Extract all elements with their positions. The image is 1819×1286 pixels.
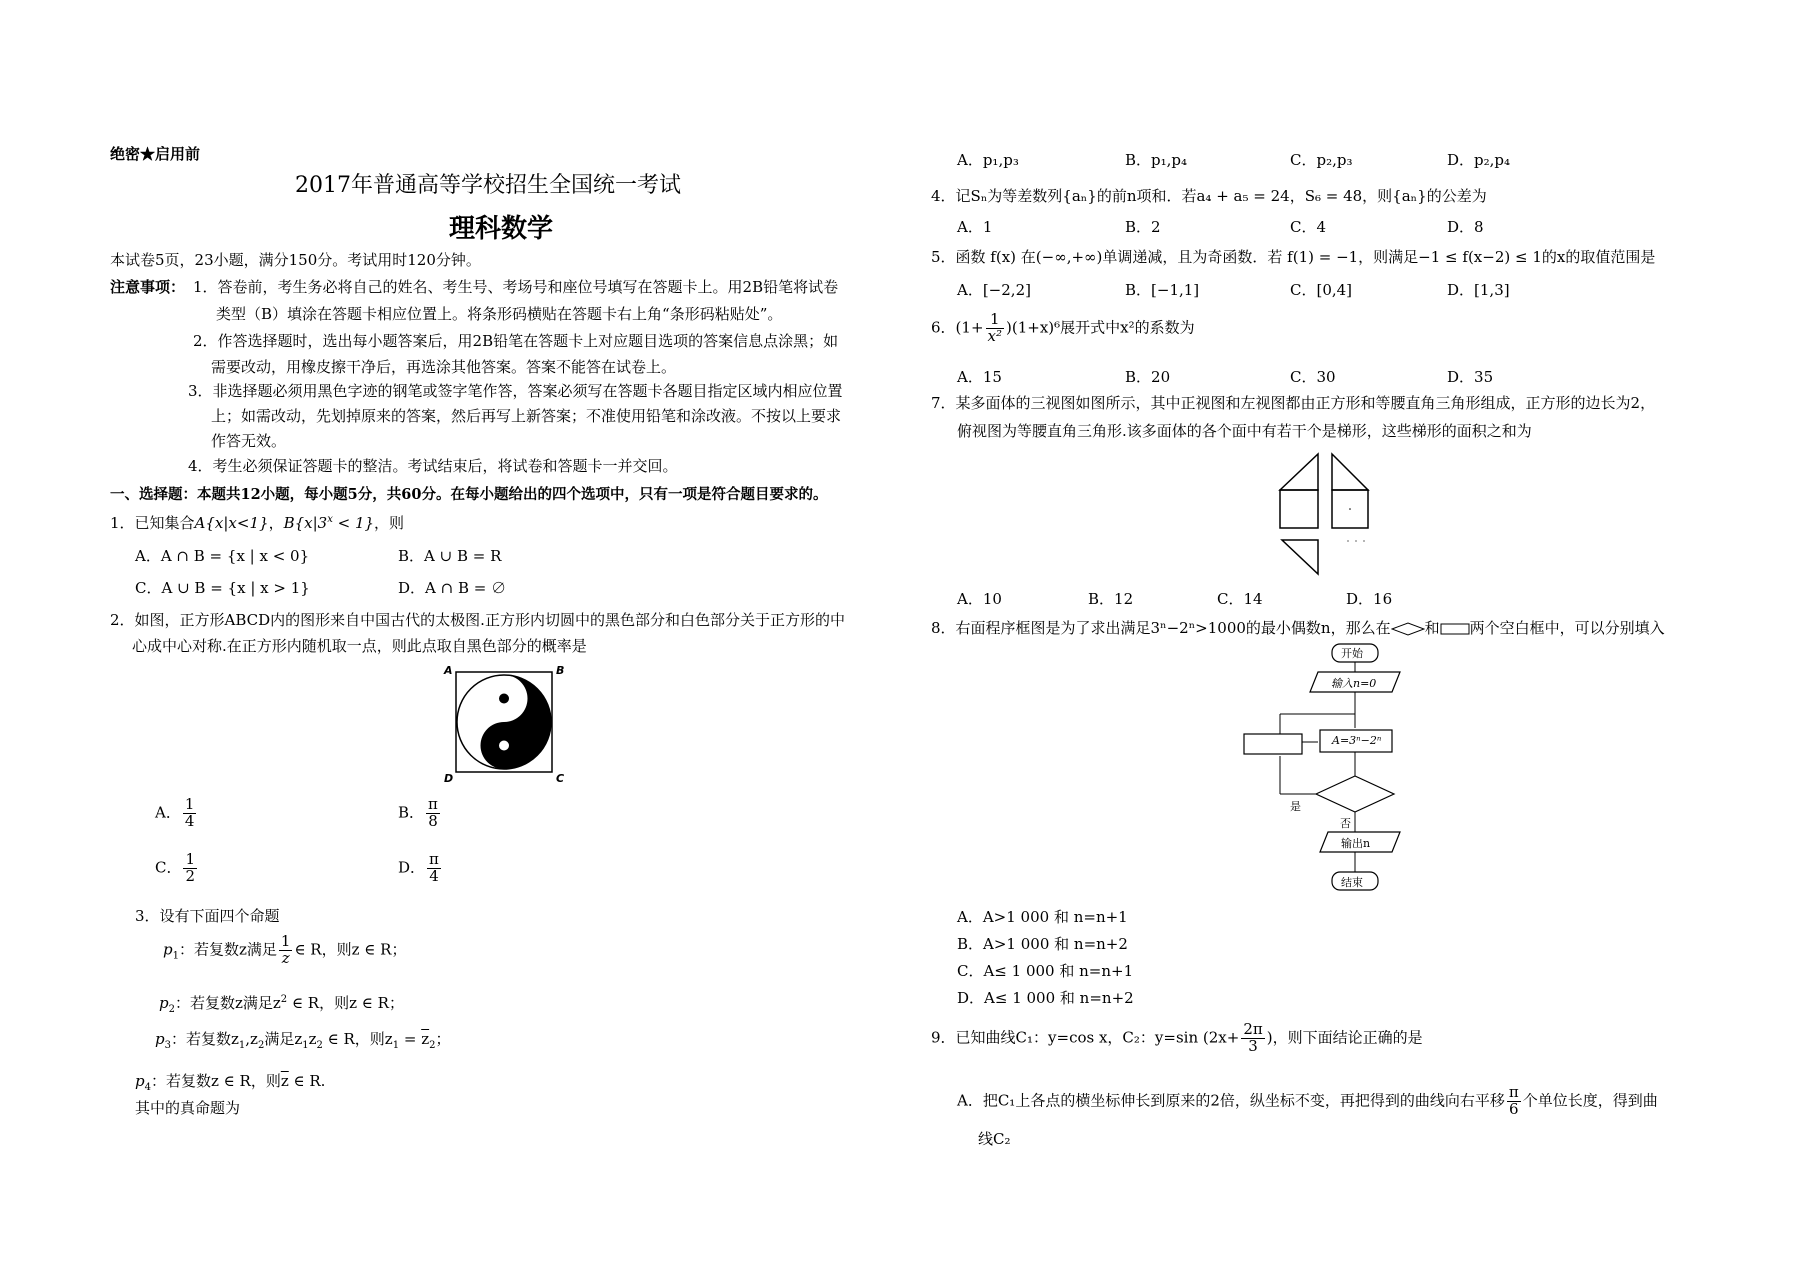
q4-option-d: D．8 bbox=[1447, 218, 1484, 236]
q8-option-c: C．A≤ 1 000 和 n=n+1 bbox=[957, 962, 1134, 980]
q7-option-b: B．12 bbox=[1088, 590, 1134, 608]
q4-option-c: C．4 bbox=[1290, 218, 1327, 236]
q2-line-1: 2．如图，正方形ABCD内的图形来自中国古代的太极图.正方形内切圆中的黑色部分和白色部分关于正方形的中 bbox=[110, 611, 845, 629]
q5-stem: 5．函数 f(x) 在(−∞,+∞)单调递减，且为奇函数．若 f(1) = −1，则满足−1 ≤ f(x−2) ≤ 1的x的取值范围是 bbox=[931, 248, 1656, 266]
q3-p3: $p_3$：若复数$z_1,z_2$满足$z_1z_2$ ∈ R，则$z_1 = \overline{z}_2$； bbox=[155, 1030, 451, 1051]
exam-title: 2017年普通高等学校招生全国统一考试 bbox=[295, 173, 681, 198]
q1-option-c: C．A ∪ B = {x | x > 1} bbox=[135, 579, 310, 597]
q2-option-d: D． $\frac{\pi}{4}$ bbox=[398, 850, 439, 885]
q3-p2: $p_2$：若复数z满足$z^2$ ∈ R，则z ∈ R； bbox=[159, 994, 404, 1015]
note-1a: 1．答卷前，考生务必将自己的姓名、考生号、考场号和座位号填写在答题卡上。用2B铅笔将试卷 bbox=[193, 278, 839, 296]
note-1b: 类型（B）填涂在答题卡相应位置上。将条形码横贴在答题卡右上角“条形码粘贴处”。 bbox=[216, 305, 783, 323]
three-views-icon bbox=[1278, 450, 1383, 578]
note-3b: 上；如需改动，先划掉原来的答案，然后再写上新答案；不准使用铅笔和涂改液。不按以上要求 bbox=[211, 407, 842, 425]
q6-option-b: B．20 bbox=[1125, 368, 1171, 386]
intro-text: 本试卷5页，23小题，满分150分。考试用时120分钟。 bbox=[110, 251, 481, 269]
q9-option-a: A．把C₁上各点的横坐标伸长到原来的2倍，纵坐标不变，再把得到的曲线向右平移 $\frac{\pi}{6}$ 个单位长度，得到曲 bbox=[957, 1083, 1658, 1118]
q3-option-a: A．p₁,p₃ bbox=[957, 151, 1019, 169]
flowchart-calc: A=3ⁿ−2ⁿ bbox=[1332, 734, 1382, 747]
flowchart-input: 输入n=0 bbox=[1331, 677, 1377, 690]
q3-p1: $p_1$：若复数z满足 $\frac{1}{z}$ ∈ R，则z ∈ R； bbox=[163, 932, 407, 967]
q5-option-a: A．[−2,2] bbox=[957, 281, 1031, 299]
q3-p4: $p_4$：若复数z ∈ R，则$\overline{z}$ ∈ R. bbox=[135, 1072, 326, 1093]
flowchart-no: 否 bbox=[1340, 817, 1351, 830]
q1-option-d: D．A ∩ B = ∅ bbox=[398, 579, 507, 597]
q4-stem: 4．记Sₙ为等差数列{aₙ}的前n项和．若a₄ + a₅ = 24，S₆ = 48，则{aₙ}的公差为 bbox=[931, 187, 1487, 205]
q4-option-b: B．2 bbox=[1125, 218, 1161, 236]
q7-option-a: A．10 bbox=[957, 590, 1002, 608]
notes-label: 注意事项： bbox=[110, 278, 186, 296]
q2-option-a: A． $\frac{1}{4}$ bbox=[155, 795, 195, 830]
q3-tail: 其中的真命题为 bbox=[135, 1099, 241, 1117]
q8-option-a: A．A>1 000 和 n=n+1 bbox=[957, 908, 1128, 926]
diamond-box-icon bbox=[1391, 622, 1425, 636]
flowchart-yes: 是 bbox=[1290, 800, 1301, 813]
taiji-square-icon bbox=[454, 670, 554, 774]
q1-stem: 1．已知集合A{x|x<1}，$B\{x|3^x < 1\}$，则 bbox=[110, 514, 405, 532]
q6-option-a: A．15 bbox=[957, 368, 1002, 386]
q7-option-d: D．16 bbox=[1346, 590, 1393, 608]
q3-option-c: C．p₂,p₃ bbox=[1290, 151, 1353, 169]
q2-option-c: C． $\frac{1}{2}$ bbox=[155, 850, 196, 885]
figure-label-c: C bbox=[556, 772, 565, 785]
note-3a: 3．非选择题必须用黑色字迹的钢笔或签字笔作答，答案必须写在答题卡各题目指定区域内相应位置 bbox=[188, 382, 843, 400]
flowchart-lines-icon bbox=[1240, 642, 1410, 900]
q1-option-a: A．A ∩ B = {x | x < 0} bbox=[135, 547, 310, 565]
q8-option-d: D．A≤ 1 000 和 n=n+2 bbox=[957, 989, 1134, 1007]
q5-option-c: C．[0,4] bbox=[1290, 281, 1353, 299]
q7-option-c: C．14 bbox=[1217, 590, 1263, 608]
q5-option-b: B．[−1,1] bbox=[1125, 281, 1200, 299]
taiji-figure bbox=[440, 664, 585, 789]
q2-line-2: 心成中心对称.在正方形内随机取一点，则此点取自黑色部分的概率是 bbox=[132, 637, 587, 655]
q6-option-d: D．35 bbox=[1447, 368, 1494, 386]
q8-stem: 8．右面程序框图是为了求出满足3ⁿ−2ⁿ>1000的最小偶数n，那么在 和 两个空白框中，可以分别填入 bbox=[931, 619, 1665, 637]
confidential-mark: 绝密★启用前 bbox=[110, 145, 201, 163]
figure-label-d: D bbox=[444, 772, 454, 785]
q7-line-2: 俯视图为等腰直角三角形.该多面体的各个面中有若干个是梯形，这些梯形的面积之和为 bbox=[957, 422, 1532, 440]
flowchart bbox=[1240, 642, 1410, 900]
q9-option-a-tail: 线C₂ bbox=[978, 1130, 1011, 1148]
q5-option-d: D．[1,3] bbox=[1447, 281, 1510, 299]
q6-option-c: C．30 bbox=[1290, 368, 1336, 386]
q3-option-b: B．p₁,p₄ bbox=[1125, 151, 1188, 169]
q8-option-b: B．A>1 000 和 n=n+2 bbox=[957, 935, 1128, 953]
q3-option-d: D．p₂,p₄ bbox=[1447, 151, 1511, 169]
q2-option-b: B． $\frac{\pi}{8}$ bbox=[398, 795, 438, 830]
q1-option-b: B．A ∪ B = R bbox=[398, 547, 502, 565]
flowchart-start: 开始 bbox=[1341, 647, 1363, 660]
section-1-heading: 一、选择题：本题共12小题，每小题5分，共60分。在每小题给出的四个选项中，只有一项是符合题目要求的。 bbox=[110, 486, 828, 503]
note-2b: 需要改动，用橡皮擦干净后，再选涂其他答案。答案不能答在试卷上。 bbox=[211, 358, 677, 376]
figure-label-b: B bbox=[556, 664, 565, 677]
exam-subtitle: 理科数学 bbox=[449, 214, 554, 244]
note-2a: 2．作答选择题时，选出每小题答案后，用2B铅笔在答题卡上对应题目选项的答案信息点涂黑；如 bbox=[193, 332, 839, 350]
q7-line-1: 7．某多面体的三视图如图所示，其中正视图和左视图都由正方形和等腰直角三角形组成，正方形的边长为2， bbox=[931, 394, 1656, 412]
q9-stem: 9．已知曲线C₁：y=cos x，C₂：y=sin (2x+ $\frac{2\pi}{3}$ )，则下面结论正确的是 bbox=[931, 1020, 1423, 1055]
note-3c: 作答无效。 bbox=[211, 432, 287, 450]
q6-stem: 6．(1+ $\frac{1}{\text{x²}}$ )(1+x)⁶展开式中x²的系数为 bbox=[931, 310, 1195, 345]
note-4: 4．考生必须保证答题卡的整洁。考试结束后，将试卷和答题卡一并交回。 bbox=[188, 457, 678, 475]
q3-stem: 3．设有下面四个命题 bbox=[135, 907, 280, 925]
q4-option-a: A．1 bbox=[957, 218, 993, 236]
flowchart-end: 结束 bbox=[1341, 876, 1363, 889]
figure-label-a: A bbox=[444, 664, 453, 677]
rect-box-icon bbox=[1440, 622, 1470, 636]
flowchart-output: 输出n bbox=[1341, 837, 1371, 850]
